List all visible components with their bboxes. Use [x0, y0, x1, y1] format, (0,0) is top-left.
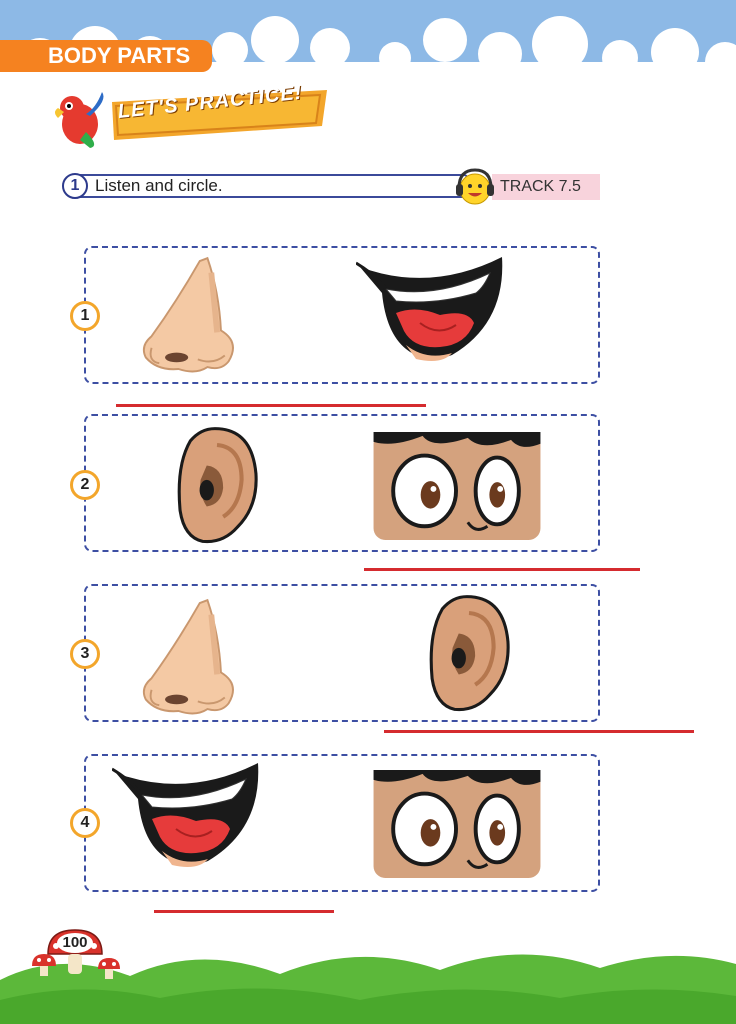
item-number-1: 1 — [70, 301, 100, 331]
nose-icon[interactable] — [140, 252, 246, 380]
parrot-icon — [50, 86, 110, 150]
instruction-text: Listen and circle. — [95, 176, 223, 195]
small-mushroom-icon — [30, 952, 58, 978]
answer-line-3[interactable] — [384, 730, 694, 733]
exercise-number: 1 — [62, 173, 88, 199]
grass-hills — [0, 940, 736, 1024]
eyes-icon[interactable] — [372, 432, 542, 540]
ear-icon[interactable] — [428, 592, 510, 716]
mouth-icon[interactable] — [356, 252, 506, 364]
answer-line-1[interactable] — [116, 404, 426, 407]
page-number: 100 — [62, 934, 88, 951]
banner-title: LET'S PRACTICE! — [116, 81, 304, 123]
answer-line-2[interactable] — [364, 568, 640, 571]
small-mushroom-icon — [96, 956, 122, 980]
answer-line-4[interactable] — [154, 910, 334, 913]
nose-icon[interactable] — [140, 594, 246, 722]
headphones-smiley-icon[interactable] — [454, 166, 496, 208]
eyes-icon[interactable] — [372, 770, 542, 878]
mouth-icon[interactable] — [112, 758, 262, 870]
track-label: TRACK 7.5 — [492, 174, 600, 200]
item-number-2: 2 — [70, 470, 100, 500]
section-title: BODY PARTS — [0, 40, 212, 72]
item-number-3: 3 — [70, 639, 100, 669]
item-number-4: 4 — [70, 808, 100, 838]
ear-icon[interactable] — [176, 424, 258, 548]
